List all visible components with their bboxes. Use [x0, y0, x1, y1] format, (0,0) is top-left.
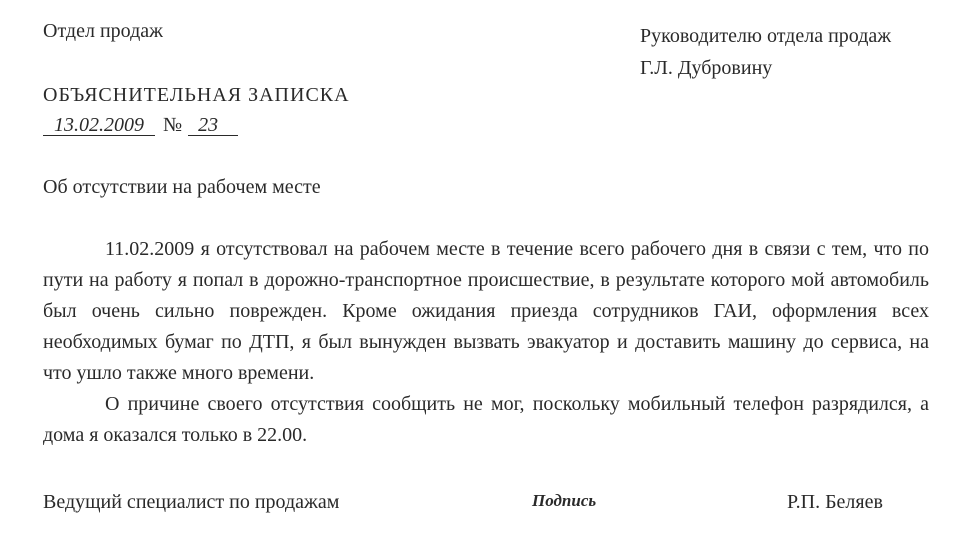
document-body — [43, 234, 929, 451]
recipient-block — [640, 20, 891, 84]
document-subject: Об отсутствии на рабочем месте — [43, 176, 321, 198]
body-paragraph: 11.02.2009 я отсутствовал на рабочем месте в течение всего рабочего дня в связи с тем, что по пути на работу я попал в дорожно-транспортное происшествие, в результате которого мой автомобиль был очень сильно поврежден. Кроме ожидания приезда сотрудников ГАИ, оформления всех необходимых бумаг по ДТП, я был вынужден вызвать эвакуатор и доставить машину до сервиса, на что ушло также много времени. — [43, 238, 929, 384]
document-number: 23 — [188, 115, 238, 136]
document-title: ОБЪЯСНИТЕЛЬНАЯ ЗАПИСКА — [43, 84, 350, 106]
recipient-name: Г.Л. Дубровину — [640, 57, 773, 79]
date-number-line — [43, 114, 238, 137]
signature-label: Подпись — [532, 491, 597, 510]
body-paragraph: О причине своего отсутствия сообщить не мог, поскольку мобильный телефон разрядился, а дома я оказался только в 22.00. — [43, 393, 929, 446]
document-date: 13.02.2009 — [43, 115, 155, 136]
signer-name: Р.П. Беляев — [787, 491, 883, 513]
number-sign: № — [163, 114, 183, 136]
sender-department: Отдел продаж — [43, 20, 163, 42]
recipient-position: Руководителю отдела продаж — [640, 25, 892, 47]
signer-position: Ведущий специалист по продажам — [43, 491, 340, 513]
